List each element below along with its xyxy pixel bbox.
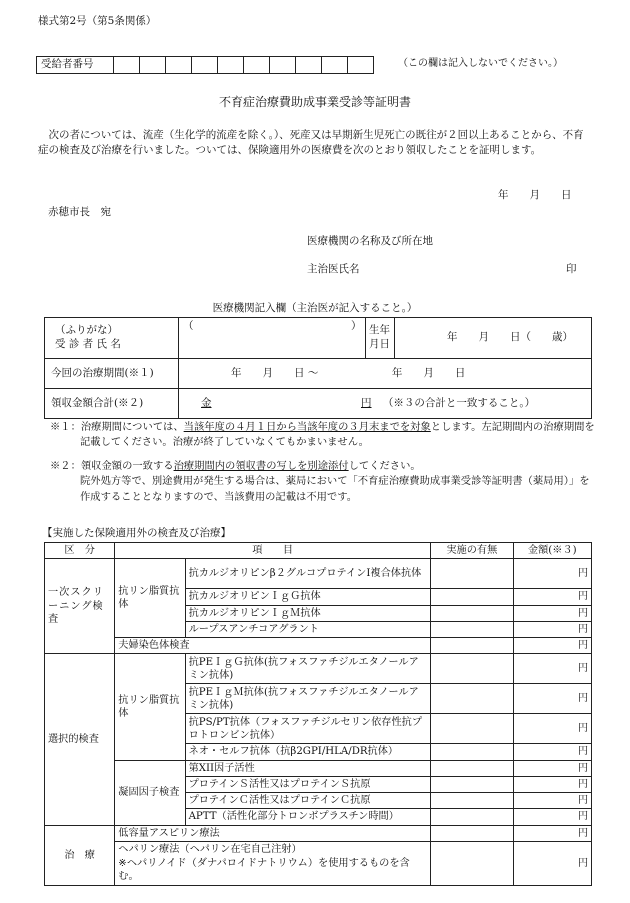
done-checkbox[interactable] xyxy=(431,684,514,714)
done-checkbox[interactable] xyxy=(431,621,514,637)
amount-cell[interactable] xyxy=(513,793,591,809)
amount-cell[interactable] xyxy=(513,776,591,792)
yen-unit: 円 xyxy=(577,762,588,774)
amount-cell[interactable] xyxy=(513,684,591,714)
recipient-digit-cell[interactable] xyxy=(140,57,166,74)
amount-note: （※３の合計と一致すること。） xyxy=(382,396,536,409)
note-2-text-b: 治療期間内の領収書の写しを別途添付 xyxy=(173,460,349,472)
test-item: ループスアンチコアグラント xyxy=(185,621,430,637)
recipient-digit-cell[interactable] xyxy=(322,57,348,74)
cat2-sub-antibody: 抗リン脂質抗体 xyxy=(115,654,185,760)
section2-caption: 【実施した保険適用外の検査及び治療】 xyxy=(42,527,231,539)
page-title: 不育症治療費助成事業受診等証明書 xyxy=(218,95,411,109)
note-1-text-c: とします。左記期間内の治療期間を記載してください。治療が終了していなくてもかまいません。 xyxy=(80,421,595,449)
tests-table xyxy=(44,542,592,886)
yen-unit: 円 xyxy=(577,795,588,806)
note-2-text-c: してください。 xyxy=(348,460,421,472)
issue-date: 年 月 日 xyxy=(498,189,572,201)
amount-field[interactable] xyxy=(179,389,592,419)
doctor-label: 主治医氏名 xyxy=(307,263,360,275)
patient-name-label: 受 診 者 氏 名 xyxy=(55,338,121,350)
test-item: ヘパリン療法（ヘパリン在宅自己注射） ※ヘパリノイド（ダナパロイドナトリウム）を使用するものを含む。 xyxy=(115,841,431,885)
done-checkbox[interactable] xyxy=(431,825,514,841)
dob-label: 生年月日 xyxy=(365,318,394,359)
test-item: APTT（活性化部分トロンボプラスチン時間） xyxy=(185,809,430,825)
recipient-digit-cell[interactable] xyxy=(244,57,270,74)
amount-cell[interactable] xyxy=(513,654,591,684)
amount-cell[interactable] xyxy=(513,809,591,825)
yen-unit: 円 xyxy=(577,778,588,790)
note-1 xyxy=(50,420,595,451)
period-field[interactable] xyxy=(179,359,592,389)
section1-caption: 医療機関記入欄（主治医が記入すること。） xyxy=(212,302,418,314)
yen-unit: 円 xyxy=(577,693,588,705)
test-item: 抗PS/PT抗体（フォスファチジルセリン依存性抗プロトロンビン抗体） xyxy=(185,714,430,744)
done-checkbox[interactable] xyxy=(431,638,514,654)
cat1-sub-antibody: 抗リン脂質抗体 xyxy=(115,559,185,638)
recipient-number-table xyxy=(36,56,374,74)
intro-text: 次の者については、流産（生化学的流産を除く。）、死産又は早期新生児死亡の既往が２回以上あることから、不育症の検査及び治療を行いました。ついては、保険適用外の医療費を次のとおり領収したことを証明します。 xyxy=(38,129,584,157)
recipient-digit-cell[interactable] xyxy=(270,57,296,74)
amount-cell[interactable] xyxy=(513,638,591,654)
yen-unit: 円 xyxy=(577,640,588,651)
done-checkbox[interactable] xyxy=(431,559,514,589)
yen-unit: 円 xyxy=(577,607,588,619)
form-label: 様式第2号（第5条関係） xyxy=(38,15,157,27)
yen-unit: 円 xyxy=(577,857,588,869)
recipient-digit-cell[interactable] xyxy=(218,57,244,74)
header-category: 区 分 xyxy=(45,543,115,559)
amount-cell[interactable] xyxy=(513,559,591,589)
note-2-text-d: 院外処方等で、別途費用が発生する場合は、薬局において「不育症治療費助成事業受診等証明書（薬局用）」を作成することとなりますので、当該費用の記載は不用です。 xyxy=(80,475,590,503)
dob-value: 年 月 日（ 歳） xyxy=(447,331,573,344)
recipient-note: （この欄は記入しないでください。） xyxy=(398,58,563,69)
recipient-digit-cell[interactable] xyxy=(166,57,192,74)
header-amount: 金額(※３) xyxy=(513,543,591,559)
test-item: プロテインＳ活性又はプロテインＳ抗原 xyxy=(185,776,430,792)
header-done: 実施の有無 xyxy=(431,543,514,559)
done-checkbox[interactable] xyxy=(431,744,514,760)
done-checkbox[interactable] xyxy=(431,776,514,792)
amount-cell[interactable] xyxy=(513,714,591,744)
period-label: 今回の治療期間(※１) xyxy=(45,359,179,389)
test-item: 抗PEＩｇＧ抗体(抗フォスファチジルエタノールアミン抗体) xyxy=(185,654,430,684)
test-item: 抗カルジオリピンβ２グルコプロテインⅠ複合体抗体 xyxy=(185,559,430,589)
furigana-label: （ふりがな） xyxy=(55,324,118,337)
period-value: 年 月 日 ～ 年 月 日 xyxy=(231,366,466,379)
done-checkbox[interactable] xyxy=(431,654,514,684)
amount-kin: 金 xyxy=(201,396,212,409)
amount-cell[interactable] xyxy=(513,825,591,841)
cat-selective-test: 選択的検査 xyxy=(45,654,115,825)
note-2-mark: ※２： xyxy=(50,460,81,472)
seal-mark: 印 xyxy=(566,263,577,275)
patient-name-field[interactable] xyxy=(179,318,366,359)
recipient-number-label: 受給者番号 xyxy=(37,57,114,74)
yen-unit: 円 xyxy=(577,723,588,735)
name-label-cell xyxy=(45,318,179,359)
recipient-digit-cell[interactable] xyxy=(114,57,140,74)
test-item: 抗PEＩｇＭ抗体(抗フォスファチジルエタノールアミン抗体) xyxy=(185,684,430,714)
cat-primary-screening: 一次スクリーニング検査 xyxy=(45,559,115,654)
test-item: 抗カルジオリピンＩｇＧ抗体 xyxy=(185,589,430,605)
test-item: プロテインＣ活性又はプロテインＣ抗原 xyxy=(185,793,430,809)
note-2-text-a: 領収金額の一致する xyxy=(80,460,174,472)
test-item: 第XII因子活性 xyxy=(185,760,430,776)
yen-unit: 円 xyxy=(577,811,588,823)
amount-yen: 円 xyxy=(361,396,372,409)
amount-cell[interactable] xyxy=(513,621,591,637)
done-checkbox[interactable] xyxy=(431,809,514,825)
recipient-digit-cell[interactable] xyxy=(296,57,322,74)
note-2 xyxy=(50,459,595,505)
dob-field[interactable] xyxy=(394,318,592,359)
done-checkbox[interactable] xyxy=(431,793,514,809)
amount-cell[interactable] xyxy=(513,744,591,760)
amount-cell[interactable] xyxy=(513,605,591,621)
cat-treatment: 治 療 xyxy=(45,825,115,885)
yen-unit: 円 xyxy=(577,827,588,839)
note-1-mark: ※１： xyxy=(50,421,81,433)
test-item: ネオ・セルフ抗体（抗β2GPI/HLA/DR抗体） xyxy=(185,744,430,760)
amount-cell[interactable] xyxy=(513,760,591,776)
yen-unit: 円 xyxy=(577,623,588,635)
done-checkbox[interactable] xyxy=(431,605,514,621)
amount-label: 領収金額合計(※２) xyxy=(45,389,179,419)
furigana-paren: （ ） xyxy=(183,320,362,332)
test-item: 低容量アスピリン療法 xyxy=(115,825,431,841)
done-checkbox[interactable] xyxy=(431,714,514,744)
yen-unit: 円 xyxy=(577,746,588,758)
yen-unit: 円 xyxy=(577,591,588,603)
amount-cell[interactable] xyxy=(513,589,591,605)
yen-unit: 円 xyxy=(577,568,588,580)
amount-cell[interactable] xyxy=(513,841,591,885)
clinic-label: 医療機関の名称及び所在地 xyxy=(307,235,433,247)
recipient-digit-cell[interactable] xyxy=(348,57,374,74)
yen-unit: 円 xyxy=(577,663,588,675)
cat2-sub-coagulation: 凝固因子検査 xyxy=(115,760,185,825)
done-checkbox[interactable] xyxy=(431,841,514,885)
addressee: 赤穂市長 宛 xyxy=(48,206,111,218)
note-1-text-b: 当該年度の４月１日から当該年度の３月末までを対象 xyxy=(183,421,431,433)
note-1-text-a: 治療期間については、 xyxy=(80,421,184,433)
header-item: 項 目 xyxy=(115,543,431,559)
test-item: 抗カルジオリピンＩｇＭ抗体 xyxy=(185,605,430,621)
done-checkbox[interactable] xyxy=(431,589,514,605)
patient-info-table xyxy=(44,317,592,419)
recipient-digit-cell[interactable] xyxy=(192,57,218,74)
test-item: 夫婦染色体検査 xyxy=(115,638,431,654)
done-checkbox[interactable] xyxy=(431,760,514,776)
